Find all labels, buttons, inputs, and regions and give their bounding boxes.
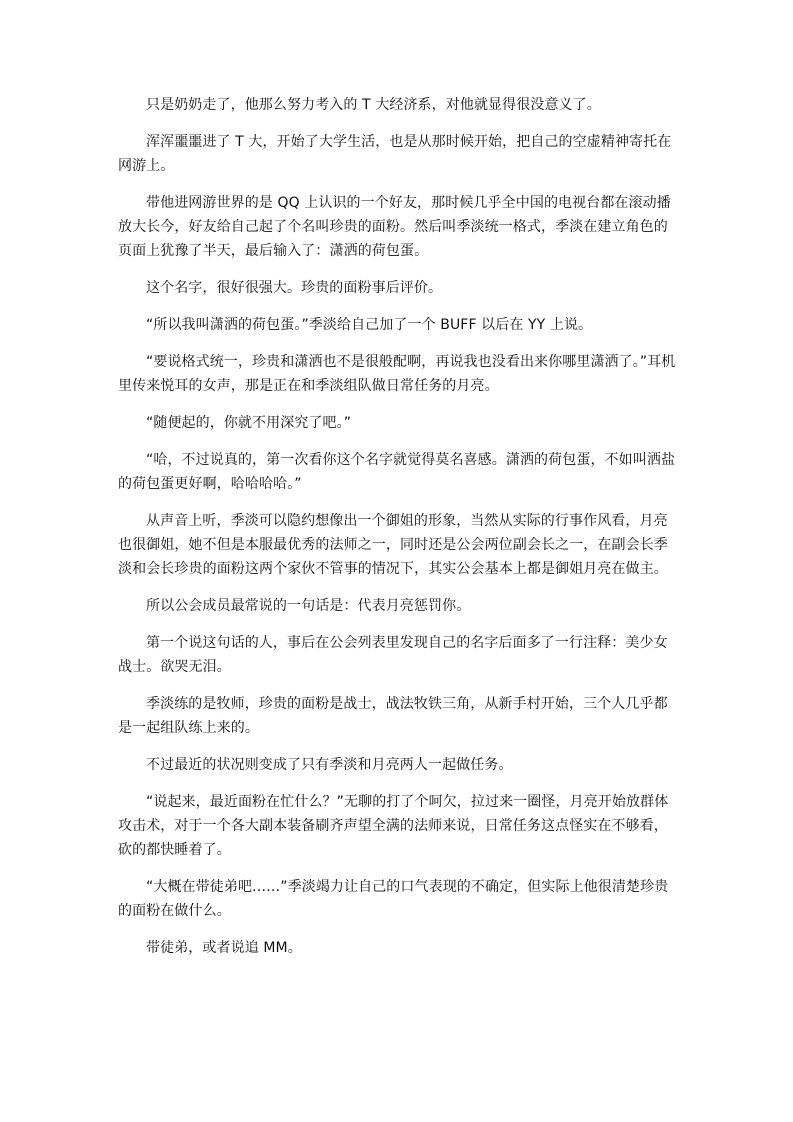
paragraph-15: “大概在带徒弟吧……”季淡竭力让自己的口气表现的不确定，但实际上他很清楚珍贵的面粉在做什么。 — [118, 879, 669, 919]
paragraph-16: 带徒弟，或者说追 MM。 — [146, 940, 302, 956]
paragraph-5: “所以我叫潇洒的荷包蛋。”季淡给自己加了一个 BUFF 以后在 YY 上说。 — [146, 317, 593, 333]
paragraph-7: “随便起的，你就不用深究了吧。” — [146, 415, 352, 431]
paragraph-6: “要说格式统一，珍贵和潇洒也不是很般配啊，再说我也没看出来你哪里潇洒了。”耳机里传来悦耳的女声，那是正在和季淡组队做日常任务的月亮。 — [118, 354, 676, 394]
paragraph-3: 带他进网游世界的是 QQ 上认识的一个好友，那时候几乎全中国的电视台都在滚动播放大长今，好友给自己起了个名叫珍贵的面粉。然后叫季淡统一格式，季淡在建立角色的页面上犹豫了半天，最后输入了：潇洒的荷包蛋。 — [118, 195, 671, 259]
paragraph-10: 所以公会成员最常说的一句话是：代表月亮惩罚你。 — [146, 598, 471, 614]
paragraph-12: 季淡练的是牧师，珍贵的面粉是战士，战法牧铁三角，从新手村开始，三个人几乎都是一起组队练上来的。 — [118, 696, 668, 736]
paragraph-4: 这个名字，很好很强大。珍贵的面粉事后评价。 — [146, 280, 443, 296]
paragraph-9: 从声音上听，季淡可以隐约想像出一个御姐的形象，当然从实际的行事作风看，月亮也很御姐，她不但是本服最优秀的法师之一，同时还是公会两位副会长之一，在副会长季淡和会长珍贵的面粉这两个家伙不管事的情况下，其实公会基本上都是御姐月亮在做主。 — [118, 513, 668, 577]
paragraph-1: 只是奶奶走了，他那么努力考入的 T 大经济系，对他就显得很没意义了。 — [146, 97, 601, 113]
document-body — [118, 93, 676, 973]
paragraph-2: 浑浑噩噩进了 T 大，开始了大学生活，也是从那时候开始，把自己的空虚精神寄托在网游上。 — [118, 134, 672, 174]
paragraph-14: “说起来，最近面粉在忙什么？”无聊的打了个呵欠，拉过来一圈怪，月亮开始放群体攻击术，对于一个各大副本装备刷齐声望全满的法师来说，日常任务这点怪实在不够看，砍的都快睡着了。 — [118, 794, 669, 858]
paragraph-8: “哈，不过说真的，第一次看你这个名字就觉得莫名喜感。潇洒的荷包蛋，不如叫洒盐的荷包蛋更好啊，哈哈哈哈。” — [118, 452, 676, 492]
paragraph-11: 第一个说这句话的人，事后在公会列表里发现自己的名字后面多了一行注释：美少女战士。欲哭无泪。 — [118, 635, 668, 675]
paragraph-13: 不过最近的状况则变成了只有季淡和月亮两人一起做任务。 — [146, 757, 513, 773]
